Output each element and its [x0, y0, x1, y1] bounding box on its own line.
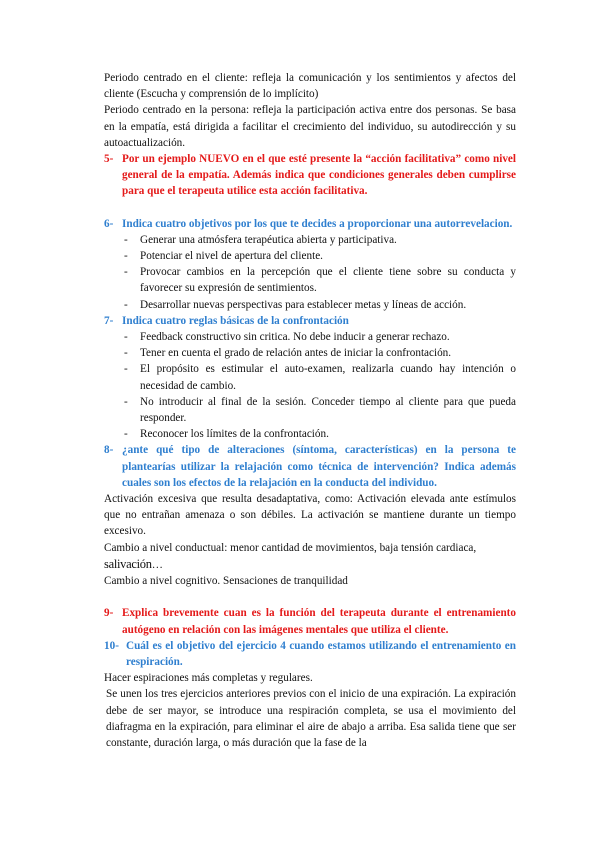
intro-paragraph-client: Periodo centrado en el cliente: refleja la comunicación y los sentimientos y afectos del cliente (Escucha y comprensión de lo implícito)	[104, 72, 516, 101]
list-item: - Provocar cambios en la percepción que el cliente tiene sobre su conducta y favorecer su expresión de sentimientos.	[122, 264, 516, 296]
question-text: Indica cuatro reglas básicas de la confrontación	[122, 314, 349, 327]
question-10	[104, 638, 516, 670]
question-text: Por un ejemplo NUEVO en el que esté presente la “acción facilitativa” como nivel general de la empatía. Además indica que condiciones generales deben cumplirse para que el terapeuta utilice esta acción facilitativa.	[122, 153, 516, 198]
question-number: 6-	[104, 217, 114, 230]
objectives-list	[104, 232, 516, 313]
question-number: 5-	[104, 153, 114, 166]
list-item: - El propósito es estimular el auto-examen, realizarla cuando hay intención o necesidad de cambio.	[122, 361, 516, 393]
question-number: 8-	[104, 444, 114, 457]
question-9	[104, 605, 516, 637]
question-number: 9-	[104, 607, 114, 620]
dash-bullet: -	[124, 250, 128, 263]
dash-bullet: -	[124, 331, 128, 344]
dash-bullet: -	[124, 428, 128, 441]
answer-word: salivación	[104, 556, 152, 571]
rules-list	[104, 329, 516, 442]
list-item: - Feedback constructivo sin critica. No debe inducir a generar rechazo.	[122, 329, 516, 345]
question-8	[104, 442, 516, 491]
dash-bullet: -	[124, 298, 128, 311]
ellipsis: …	[151, 558, 163, 571]
dash-bullet: -	[124, 266, 128, 279]
answer-paragraph: Se unen los tres ejercicios anteriores previos con el inicio de una expiración. La expiración debe de ser mayor, se introduce una respiración completa, se usa el movimiento del diafragma en la expiración, para eliminar el aire de abajo a arriba. Esa salida tiene que ser constante, duración larga, o más duración que la fase de la	[106, 688, 516, 749]
dash-bullet: -	[124, 395, 128, 408]
question-text: Indica cuatro objetivos por los que te decides a proporcionar una autorrevelacion.	[122, 217, 513, 230]
spacer	[104, 200, 516, 216]
answer-paragraph: Cambio a nivel conductual: menor cantidad de movimientos, baja tensión cardiaca,	[104, 541, 477, 554]
list-item: - Tener en cuenta el grado de relación antes de iniciar la confrontación.	[122, 345, 516, 361]
answer-paragraph: Hacer espiraciones más completas y regulares.	[104, 672, 313, 685]
dash-bullet: -	[124, 347, 128, 360]
answer-paragraph: Cambio a nivel cognitivo. Sensaciones de tranquilidad	[104, 575, 348, 588]
list-item: - Potenciar el nivel de apertura del cliente.	[122, 248, 516, 264]
question-text: ¿ante qué tipo de alteraciones (síntoma, características) en la persona te plantearías utilizar la relajación como técnica de intervención? Indica además cuales son los efectos de la relajación en la conducta del individuo.	[122, 444, 516, 489]
answer-paragraph	[104, 556, 516, 573]
spacer	[104, 589, 516, 605]
dash-bullet: -	[124, 233, 128, 246]
list-item: - Reconocer los límites de la confrontación.	[122, 426, 516, 442]
question-6	[104, 216, 516, 232]
intro-paragraph-person: Periodo centrado en la persona: refleja la participación activa entre dos personas. Se basa en la empatía, está dirigida a facilitar el crecimiento del individuo, su autodirección y su autoactualización.	[104, 104, 516, 149]
dash-bullet: -	[124, 363, 128, 376]
question-text: Explica brevemente cuan es la función del terapeuta durante el entrenamiento autógeno en relación con las imágenes mentales que utiliza el cliente.	[122, 607, 516, 636]
question-5	[104, 151, 516, 200]
list-item: - Generar una atmósfera terapéutica abierta y participativa.	[122, 232, 516, 248]
answer-paragraph: Activación excesiva que resulta desadaptativa, como: Activación elevada ante estímulos que no entrañan amenaza o son débiles. La activación se mantiene durante un tiempo excesivo.	[104, 493, 516, 538]
list-item: - Desarrollar nuevas perspectivas para establecer metas y líneas de acción.	[122, 297, 516, 313]
question-number: 10-	[104, 639, 119, 652]
question-text: Cuál es el objetivo del ejercicio 4 cuando estamos utilizando el entrenamiento en respiración.	[126, 639, 516, 668]
question-number: 7-	[104, 314, 114, 327]
list-item: - No introducir al final de la sesión. Conceder tiempo al cliente para que pueda responder.	[122, 394, 516, 426]
document-body	[104, 70, 516, 751]
question-7	[104, 313, 516, 329]
